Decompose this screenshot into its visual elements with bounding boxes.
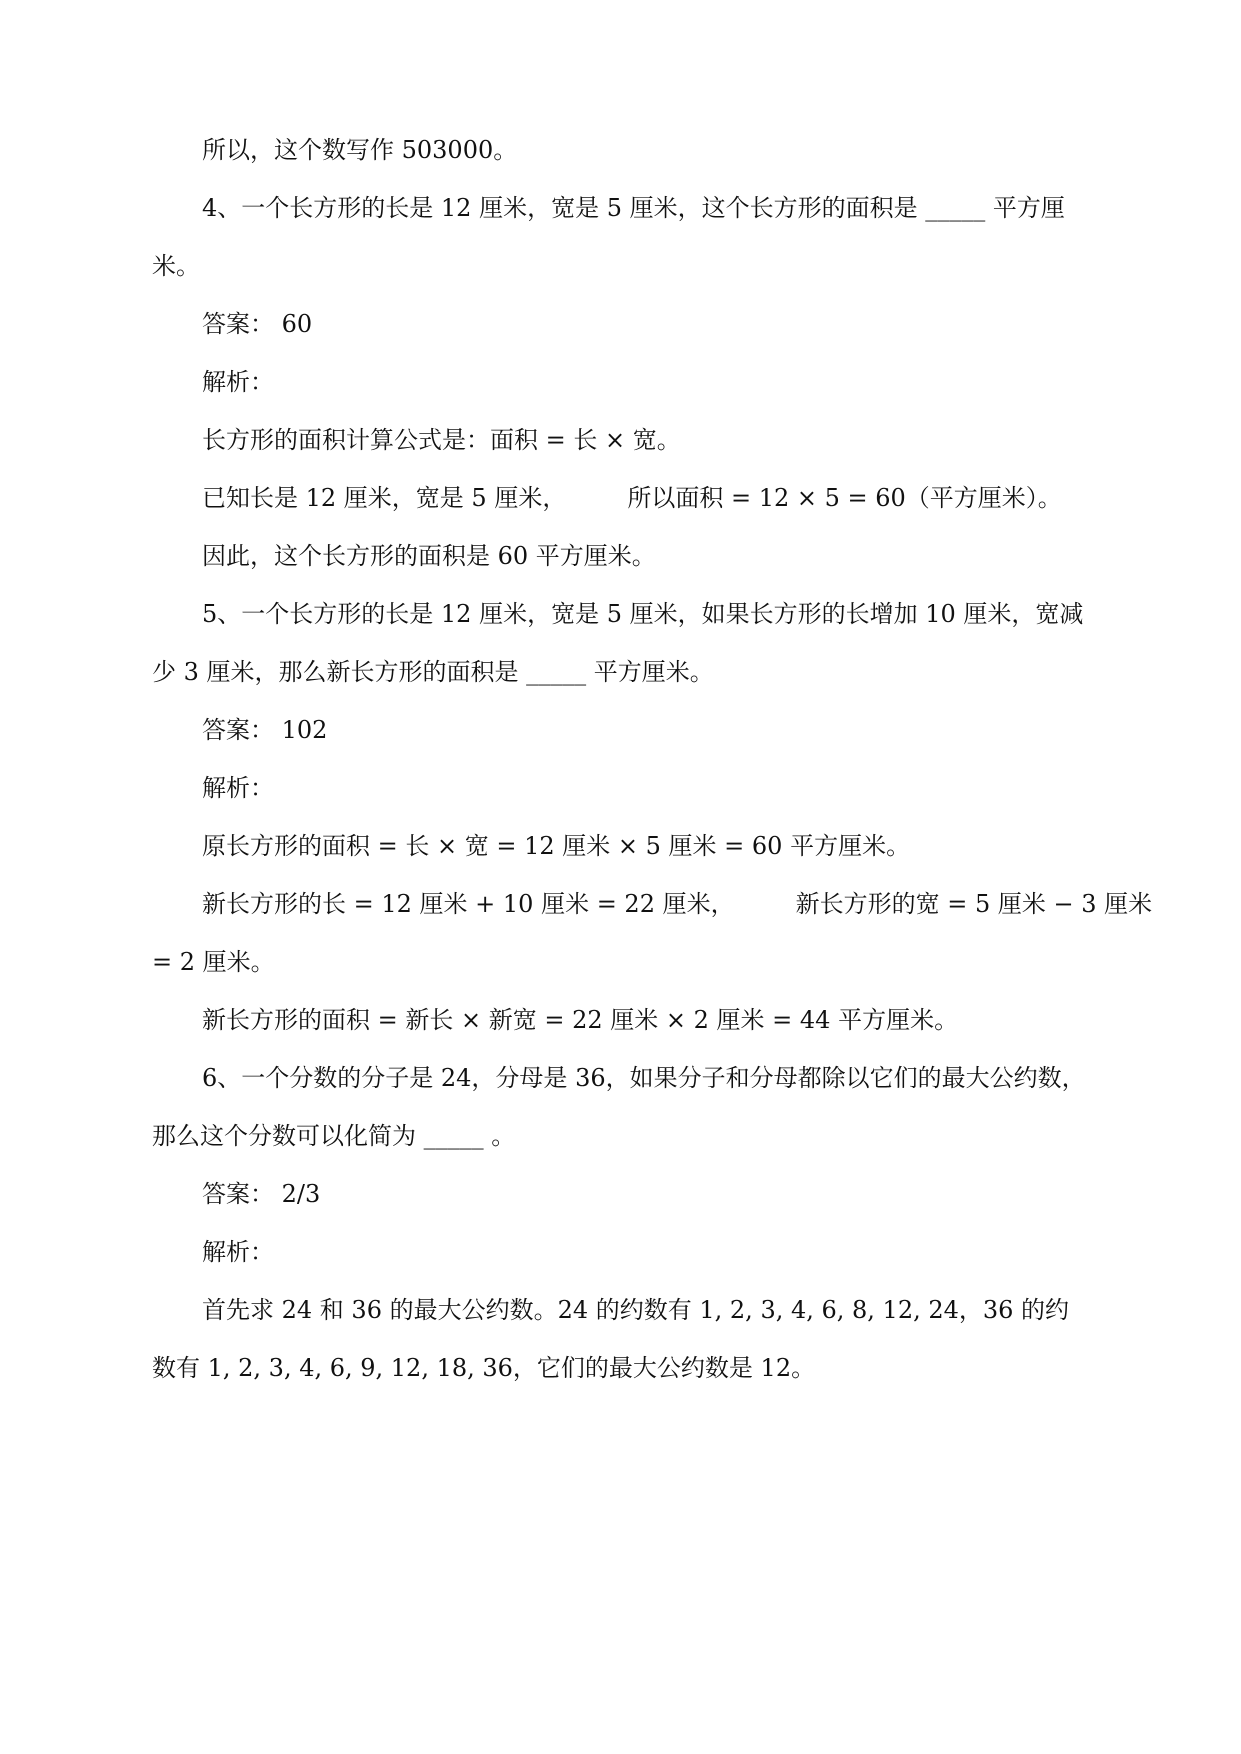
analysis-5-line-1: 原长方形的面积 = 长 × 宽 = 12 厘米 × 5 厘米 = 60 平方厘米。 (202, 832, 911, 860)
analysis-6-line-2: 数有 1, 2, 3, 4, 6, 9, 12, 18, 36，它们的最大公约数是 12。 (152, 1354, 816, 1382)
text-line-conclusion: 所以，这个数写作 503000。 (202, 136, 518, 164)
question-4-line-2: 米。 (152, 252, 200, 280)
answer-6: 答案： 2/3 (202, 1180, 321, 1208)
analysis-4-heading: 解析： (202, 368, 274, 396)
question-6-line-2: 那么这个分数可以化简为 _____ 。 (152, 1122, 516, 1150)
analysis-5-line-2: 新长方形的长 = 12 厘米 + 10 厘米 = 22 厘米， 新长方形的宽 = 5 厘米 − 3 厘米 (202, 890, 1153, 918)
analysis-4-line-3: 因此，这个长方形的面积是 60 平方厘米。 (202, 542, 656, 570)
answer-4: 答案： 60 (202, 310, 313, 338)
analysis-6-heading: 解析： (202, 1238, 274, 1266)
question-5-line-1: 5、一个长方形的长是 12 厘米，宽是 5 厘米，如果长方形的长增加 10 厘米，宽减 (202, 600, 1084, 628)
question-5-line-2: 少 3 厘米，那么新长方形的面积是 _____ 平方厘米。 (152, 658, 714, 686)
analysis-4-line-2: 已知长是 12 厘米，宽是 5 厘米， 所以面积 = 12 × 5 = 60（平方厘米）。 (202, 484, 1062, 512)
question-4-line-1: 4、一个长方形的长是 12 厘米，宽是 5 厘米，这个长方形的面积是 _____ 平方厘 (202, 194, 1065, 222)
analysis-4-line-1: 长方形的面积计算公式是：面积 = 长 × 宽。 (202, 426, 681, 454)
analysis-5-line-4: 新长方形的面积 = 新长 × 新宽 = 22 厘米 × 2 厘米 = 44 平方厘米。 (202, 1006, 959, 1034)
analysis-5-line-3: = 2 厘米。 (152, 948, 275, 976)
analysis-6-line-1: 首先求 24 和 36 的最大公约数。24 的约数有 1, 2, 3, 4, 6, 8, 12, 24，36 的约 (202, 1296, 1070, 1324)
question-6-line-1: 6、一个分数的分子是 24，分母是 36，如果分子和分母都除以它们的最大公约数， (202, 1064, 1086, 1092)
answer-5: 答案： 102 (202, 716, 328, 744)
analysis-5-heading: 解析： (202, 774, 274, 802)
